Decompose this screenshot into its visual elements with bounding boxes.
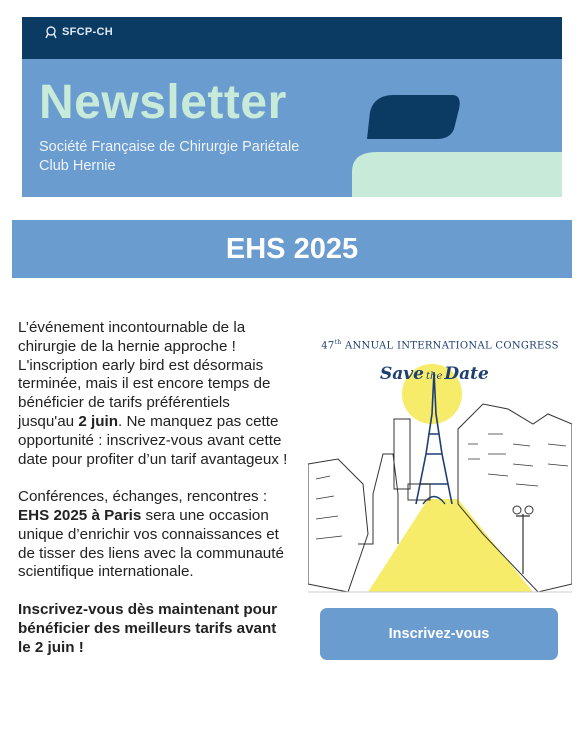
date-word: Date xyxy=(444,364,489,384)
banner-subtitle-line2: Club Hernie xyxy=(39,158,116,174)
deadline-date: 2 juin xyxy=(78,412,118,430)
congress-label: ANNUAL INTERNATIONAL CONGRESS xyxy=(341,340,559,352)
section-title: EHS 2025 xyxy=(225,232,359,265)
newsletter-banner xyxy=(22,17,562,197)
save-the-date-poster xyxy=(308,334,572,594)
sfcp-logo xyxy=(44,25,113,39)
event-name: EHS 2025 à Paris xyxy=(18,506,142,524)
paragraph-intro-text-end: . Ne manquez pas cette opportunité : inscrivez-vous avant cette date pour profiter d’un tarif avantageux ! xyxy=(18,412,288,468)
poster-caption xyxy=(308,339,572,351)
register-button[interactable]: Inscrivez-vous xyxy=(320,608,558,660)
save-the-date-lettering xyxy=(380,364,489,384)
banner-subtitle xyxy=(39,138,299,176)
paragraph-event-text-end: sera une occasion unique d’enrichir vos connaissances et de tisser des liens avec la communauté scientifique internationale. xyxy=(18,506,284,581)
section-title-bar xyxy=(12,220,572,278)
congress-suffix: th xyxy=(334,339,342,346)
banner-title: Newsletter xyxy=(39,76,287,129)
paragraph-event-text: Conférences, échanges, rencontres : xyxy=(18,488,268,506)
save-word: Save xyxy=(380,364,424,384)
the-word: the xyxy=(426,371,443,382)
congress-number: 47 xyxy=(321,340,335,352)
article-text xyxy=(18,319,288,676)
paragraph-event xyxy=(18,488,288,582)
paragraph-intro xyxy=(18,319,288,469)
logo-text: SFCP-CH xyxy=(62,26,113,38)
logo-ribbon-icon xyxy=(44,25,58,39)
paragraph-intro-text: L’événement incontournable de la chirurgie de la hernie approche ! L'inscription early bird est désormais terminée, mais il est encore temps de bénéficier de tarifs préférentiels jusqu'au xyxy=(18,319,271,430)
banner-subtitle-line1: Société Française de Chirurgie Pariétale xyxy=(39,139,300,155)
paragraph-cta xyxy=(18,601,288,657)
cta-text: Inscrivez-vous dès maintenant pour bénéficier des meilleurs tarifs avant le 2 juin ! xyxy=(18,600,278,656)
